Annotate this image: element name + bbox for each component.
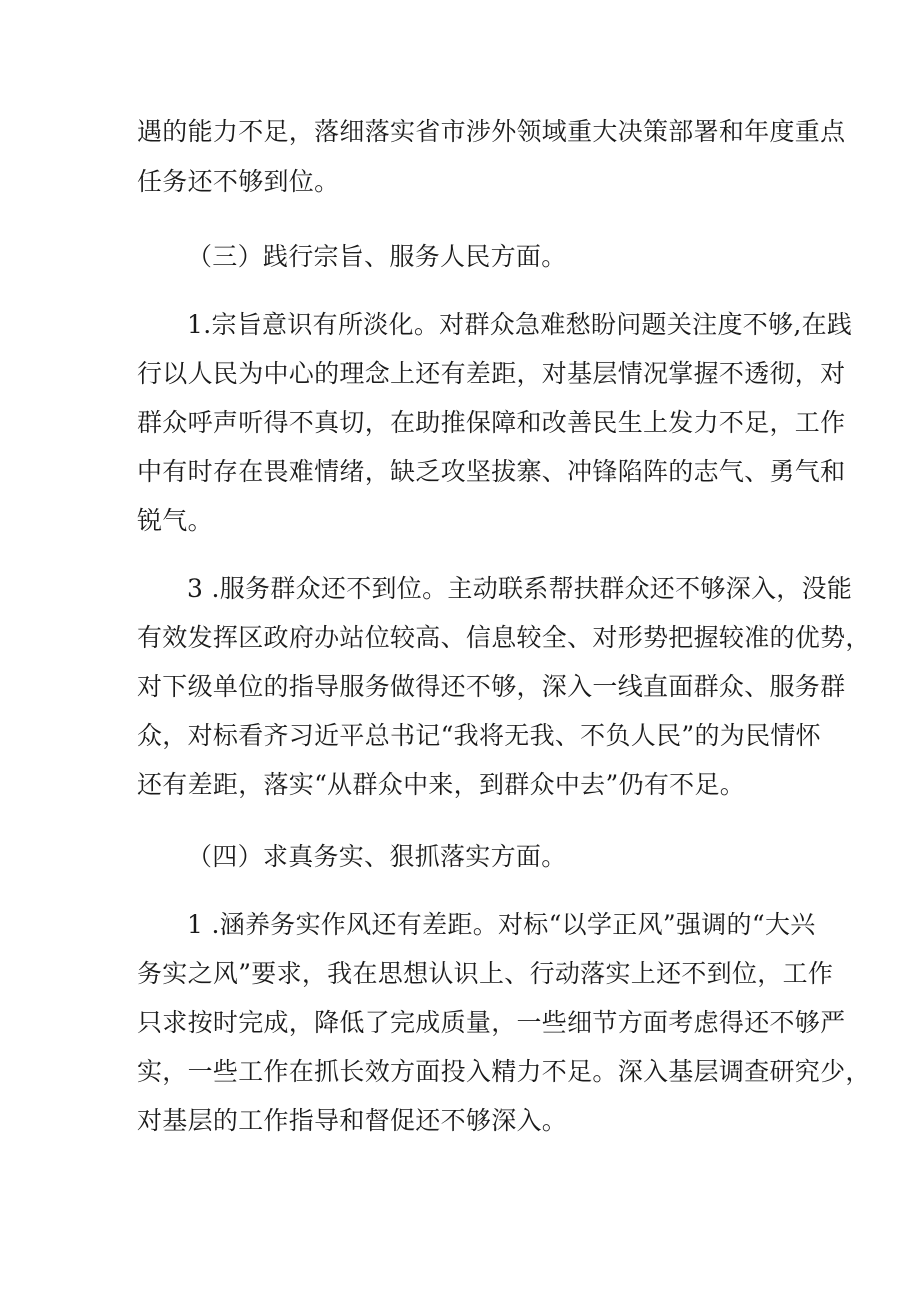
paragraph-line: 务实之风”要求，我在思想认识上、行动落实上还不到位，工作 bbox=[137, 959, 834, 988]
section-heading-three: （三）践行宗旨、服务人民方面。 bbox=[187, 242, 567, 271]
paragraph-line: 遇的能力不足，落细落实省市涉外领域重大决策部署和年度重点 bbox=[137, 117, 846, 146]
paragraph-line: 锐气。 bbox=[137, 506, 213, 535]
paragraph-line: 还有差距，落实“从群众中来，到群众中去”仍有不足。 bbox=[137, 770, 746, 799]
paragraph-line: 行以人民为中心的理念上还有差距，对基层情况掌握不透彻，对 bbox=[137, 359, 846, 388]
paragraph-line: 对下级单位的指导服务做得还不够，深入一线直面群众、服务群 bbox=[137, 672, 846, 701]
paragraph-line: 1.宗旨意识有所淡化。对群众急难愁盼问题关注度不够,在践 bbox=[187, 310, 853, 339]
paragraph-line: 对基层的工作指导和督促还不够深入。 bbox=[137, 1106, 568, 1135]
paragraph-line: 任务还不够到位。 bbox=[137, 167, 340, 196]
paragraph-line: 1 .涵养务实作风还有差距。对标“以学正风”强调的“大兴 bbox=[187, 910, 816, 939]
paragraph-line: 3 .服务群众还不到位。主动联系帮扶群众还不够深入，没能 bbox=[187, 574, 853, 603]
section-heading-four: （四）求真务实、狠抓落实方面。 bbox=[187, 842, 567, 871]
paragraph-line: 只求按时完成，降低了完成质量，一些细节方面考虑得还不够严 bbox=[137, 1008, 846, 1037]
paragraph-line: 群众呼声听得不真切，在助推保障和改善民生上发力不足，工作 bbox=[137, 408, 846, 437]
paragraph-line: 有效发挥区政府办站位较高、信息较全、对形势把握较准的优势， bbox=[137, 623, 871, 652]
paragraph-line: 众，对标看齐习近平总书记“我将无我、不负人民”的为民情怀 bbox=[137, 721, 821, 750]
paragraph-line: 中有时存在畏难情绪，缺乏攻坚拔寨、冲锋陷阵的志气、勇气和 bbox=[137, 457, 846, 486]
paragraph-line: 实，一些工作在抓长效方面投入精力不足。深入基层调查研究少， bbox=[137, 1057, 871, 1086]
